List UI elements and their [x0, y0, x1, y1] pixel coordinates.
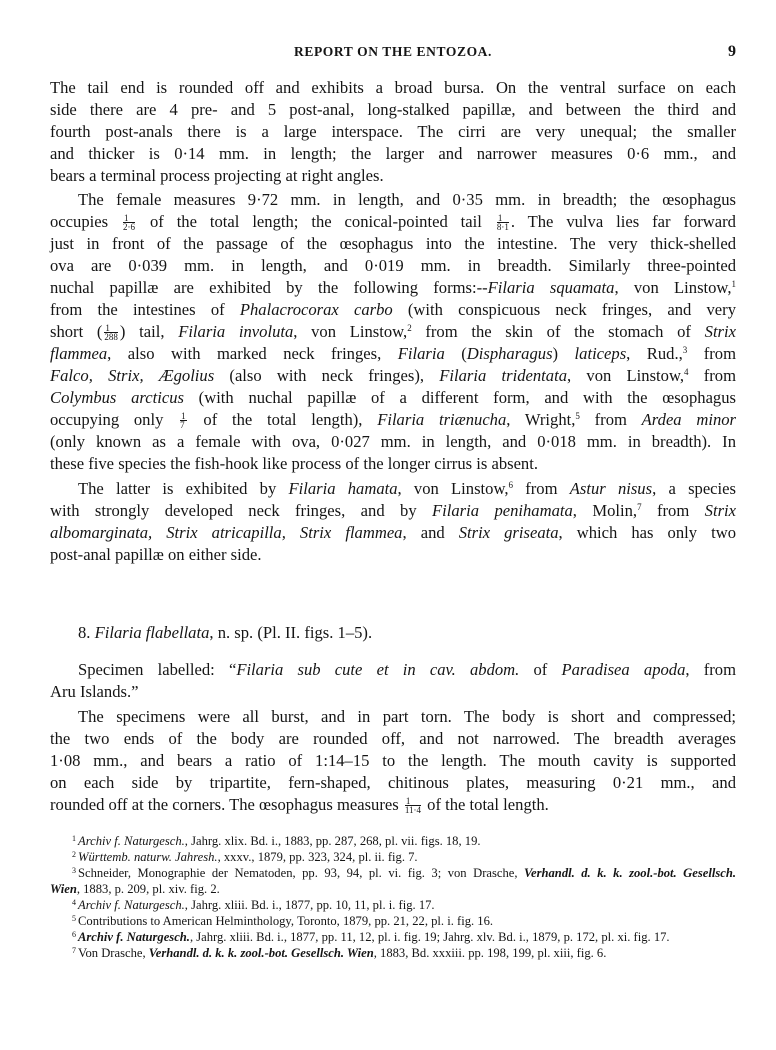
citation-text: Von Drasche, [78, 946, 149, 960]
text-run: , von Linstow, [567, 366, 684, 385]
citation-text: , Jahrg. xlix. Bd. i., 1883, pp. 287, 268, pl. vii. figs. 18, 19. [184, 834, 481, 848]
text-line [50, 211, 736, 233]
footnote-mark: 4 [72, 898, 76, 907]
footnote-ref[interactable]: 3 [682, 345, 688, 355]
species-name: Filaria tridentata [439, 366, 567, 385]
citation-text: , 1883, Bd. xxxiii. pp. 198, 199, pl. xiii, fig. 6. [373, 946, 607, 960]
running-header [50, 44, 736, 64]
footnote-mark: 7 [72, 946, 76, 955]
journal-title: Verhandl. d. k. k. zool.-bot. Gesellsch. Wien [148, 946, 374, 960]
citation-text: , Jahrg. xliii. Bd. i., 1877, pp. 10, 11, pl. i. fig. 17. [184, 898, 435, 912]
species-name: flammea [50, 344, 108, 363]
text-run: from [579, 410, 642, 429]
footnote-ref[interactable]: 7 [637, 502, 642, 512]
text-line: The female measures 9·72 mm. in length, and 0·35 mm. in breadth; the œsophagus [78, 190, 736, 209]
text-line: these five species the fish-hook like process of the longer cirrus is absent. [50, 454, 538, 473]
footnote-4 [72, 898, 732, 913]
text-run: , von Linstow, [614, 278, 732, 297]
text-line: on each side by tripartite, fern-shaped, chitinous plates, measuring 0·21 mm., and [50, 773, 736, 792]
species-name: Filaria triænucha [377, 410, 507, 429]
text-line [50, 299, 736, 321]
text-line: the two ends of the body are rounded off, and not narrowed. The breadth averages [50, 729, 736, 748]
text-line: fourth post-anals there is a large interspace. The cirri are very unequal; the smaller [50, 122, 736, 141]
fraction [405, 797, 421, 814]
species-name: Astur nisus [569, 479, 653, 498]
footnote-mark: 6 [72, 930, 76, 939]
text-run: (also with neck fringes), [214, 366, 440, 385]
species-name: Strix [704, 501, 736, 520]
footnote-mark: 1 [72, 834, 76, 843]
text-line [50, 409, 736, 431]
text-line [50, 794, 736, 816]
page-number: 9 [728, 43, 736, 60]
footnote-ref[interactable]: 5 [575, 411, 580, 421]
text-run: (with nuchal papillæ of a different form, and with the œsophagus [183, 388, 736, 407]
text-run: nuchal papillæ are exhibited by the following forms:-- [50, 278, 488, 297]
fraction-denominator: 7 [180, 420, 185, 430]
footnote-1 [72, 834, 732, 849]
footnote-6 [72, 930, 732, 945]
text-line: The specimens were all burst, and in part torn. The body is short and compressed; [78, 707, 736, 726]
text-line [50, 343, 736, 365]
text-run: from [687, 344, 737, 363]
text-run: from the intestines of [50, 300, 240, 319]
citation-text: , xxxv., 1879, pp. 323, 324, pl. ii. fig. 7. [217, 850, 418, 864]
footnote-3-continued [50, 882, 710, 897]
text-line: just in front of the passage of the œsophagus into the intestine. The very thick-shelled [50, 234, 736, 253]
footnote-7 [72, 946, 732, 961]
text-run: from [513, 479, 570, 498]
text-line: (only known as a female with ova, 0·027 mm. in length, and 0·018 mm. in breadth). In [50, 432, 736, 451]
text-run: from the skin of the stomach of [411, 322, 705, 341]
text-run: from [641, 501, 705, 520]
footnote-ref[interactable]: 1 [731, 279, 736, 289]
text-run: rounded off at the corners. The œsophagus measures [50, 795, 403, 814]
text-run: from [688, 366, 737, 385]
text-line: and thicker is 0·14 mm. in length; the larger and narrower measures 0·6 mm., and [50, 144, 736, 163]
text-run: . The vulva lies far forward [510, 212, 736, 231]
species-name: Dispharagus [466, 344, 553, 363]
text-run: of the total length; the conical-pointed tail [149, 212, 482, 231]
text-run: short ( [50, 322, 103, 341]
text-run: ) tail, [119, 322, 179, 341]
section-number: 8. [78, 623, 91, 642]
text-line [50, 277, 736, 299]
text-run: Specimen labelled: “ [78, 660, 237, 679]
text-run: , also with marked neck fringes, [107, 344, 398, 363]
text-line [50, 365, 736, 387]
text-line: 1·08 mm., and bears a ratio of 1:14–15 to the length. The mouth cavity is supported [50, 751, 736, 770]
species-name: Phalacrocorax carbo [239, 300, 393, 319]
fraction [104, 324, 118, 341]
label-quote: Filaria sub cute et in cav. abdom. [236, 660, 520, 679]
text-run: ) [552, 344, 575, 363]
text-run: of the total length), [188, 410, 378, 429]
text-line [50, 321, 736, 343]
journal-title: Wien [50, 882, 77, 896]
species-name: laticeps [574, 344, 627, 363]
text-line [78, 478, 736, 500]
fraction-denominator: 8·1 [496, 222, 509, 232]
fraction-numerator: 1 [181, 411, 186, 421]
citation-text: , Jahrg. xliii. Bd. i., 1877, pp. 11, 12, pl. i. fig. 19; Jahrg. xlv. Bd. i., 1879, p. 172, pl. xi. fig. 17. [189, 930, 670, 944]
text-run: , which has only two [558, 523, 737, 542]
species-name: Ardea minor [641, 410, 737, 429]
text-line [50, 500, 736, 522]
text-run: with strongly developed neck fringes, and by [50, 501, 433, 520]
text-run: , von Linstow, [397, 479, 509, 498]
text-run: , Molin, [572, 501, 638, 520]
fraction-numerator: 1 [123, 214, 135, 223]
footnote-3 [72, 866, 736, 881]
text-run: , Rud., [626, 344, 683, 363]
species-name: Strix [704, 322, 736, 341]
citation-text: Schneider, Monographie der Nematoden, pp. 93, 94, pl. vi. fig. 3; von Drasche, [78, 866, 525, 880]
journal-title: Archiv f. Naturgesch. [78, 834, 185, 848]
text-run: , and [402, 523, 459, 542]
text-line: The tail end is rounded off and exhibits a broad bursa. On the ventral surface on each [50, 78, 736, 97]
text-run: , n. sp. (Pl. II. figs. 1–5). [209, 623, 373, 642]
text-run: , a species [652, 479, 736, 498]
fraction [123, 214, 135, 231]
footnote-2 [72, 850, 732, 865]
text-run: , Wright, [506, 410, 576, 429]
citation-text: , 1883, p. 209, pl. xiv. fig. 2. [76, 882, 220, 896]
species-name: Paradisea apoda [561, 660, 686, 679]
species-name: Strix griseata [458, 523, 559, 542]
fraction-denominator: 288 [104, 332, 118, 342]
journal-title: Verhandl. d. k. k. zool.-bot. Gesellsch. [524, 866, 737, 880]
text-line: Aru Islands.” [50, 682, 139, 701]
text-line: ova are 0·039 mm. in length, and 0·019 mm. in breadth. Similarly three-pointed [50, 256, 736, 275]
text-run: The latter is exhibited by [78, 479, 289, 498]
text-line: bears a terminal process projecting at right angles. [50, 166, 384, 185]
text-run: of [519, 660, 562, 679]
species-name: albomarginata, Strix atricapilla, Strix flammea [50, 523, 403, 542]
text-line [50, 387, 736, 409]
fraction-numerator: 1 [405, 797, 421, 806]
text-run: ( [444, 344, 467, 363]
footnote-ref[interactable]: 6 [508, 480, 514, 490]
running-title: REPORT ON THE ENTOZOA. [293, 44, 493, 59]
species-name: Filaria flabellata [94, 623, 210, 642]
journal-title: Archiv f. Naturgesch. [78, 930, 190, 944]
text-line: post-anal papillæ on either side. [50, 545, 262, 564]
text-line: side there are 4 pre- and 5 post-anal, long-stalked papillæ, and between the third and [50, 100, 736, 119]
citation-text: Contributions to American Helminthology, Toronto, 1879, pp. 21, 22, pl. i. fig. 16. [78, 914, 494, 928]
species-name: Filaria hamata [288, 479, 398, 498]
species-name: Falco, Strix, Ægolius [50, 366, 215, 385]
species-name: Filaria involuta [178, 322, 294, 341]
footnote-ref[interactable]: 4 [684, 367, 689, 377]
footnote-mark: 5 [72, 914, 76, 923]
text-line [50, 522, 736, 544]
species-name: Colymbus arcticus [50, 388, 184, 407]
text-line [78, 659, 736, 681]
text-run: , von Linstow, [293, 322, 408, 341]
fraction [180, 412, 187, 429]
footnote-mark: 2 [72, 850, 76, 859]
fraction-denominator: 11·4 [404, 805, 421, 815]
footnote-ref[interactable]: 2 [407, 323, 412, 333]
species-name: Filaria [397, 344, 445, 363]
text-run: (with conspicuous neck fringes, and very [392, 300, 736, 319]
text-run: , from [685, 660, 736, 679]
text-run: occupies [50, 212, 109, 231]
fraction [497, 214, 509, 231]
footnote-mark: 3 [72, 866, 76, 875]
journal-title: Württemb. naturw. Jahresh. [78, 850, 218, 864]
species-name: Filaria squamata [487, 278, 615, 297]
journal-title: Archiv f. Naturgesch. [78, 898, 185, 912]
text-run: of the total length. [423, 795, 549, 814]
fraction-numerator: 1 [104, 324, 118, 333]
fraction-numerator: 1 [497, 214, 509, 223]
section-heading [78, 622, 372, 644]
text-run: occupying only [50, 410, 179, 429]
footnote-5 [72, 914, 732, 929]
fraction-denominator: 2·6 [123, 222, 135, 232]
species-name: Filaria penihamata [432, 501, 573, 520]
